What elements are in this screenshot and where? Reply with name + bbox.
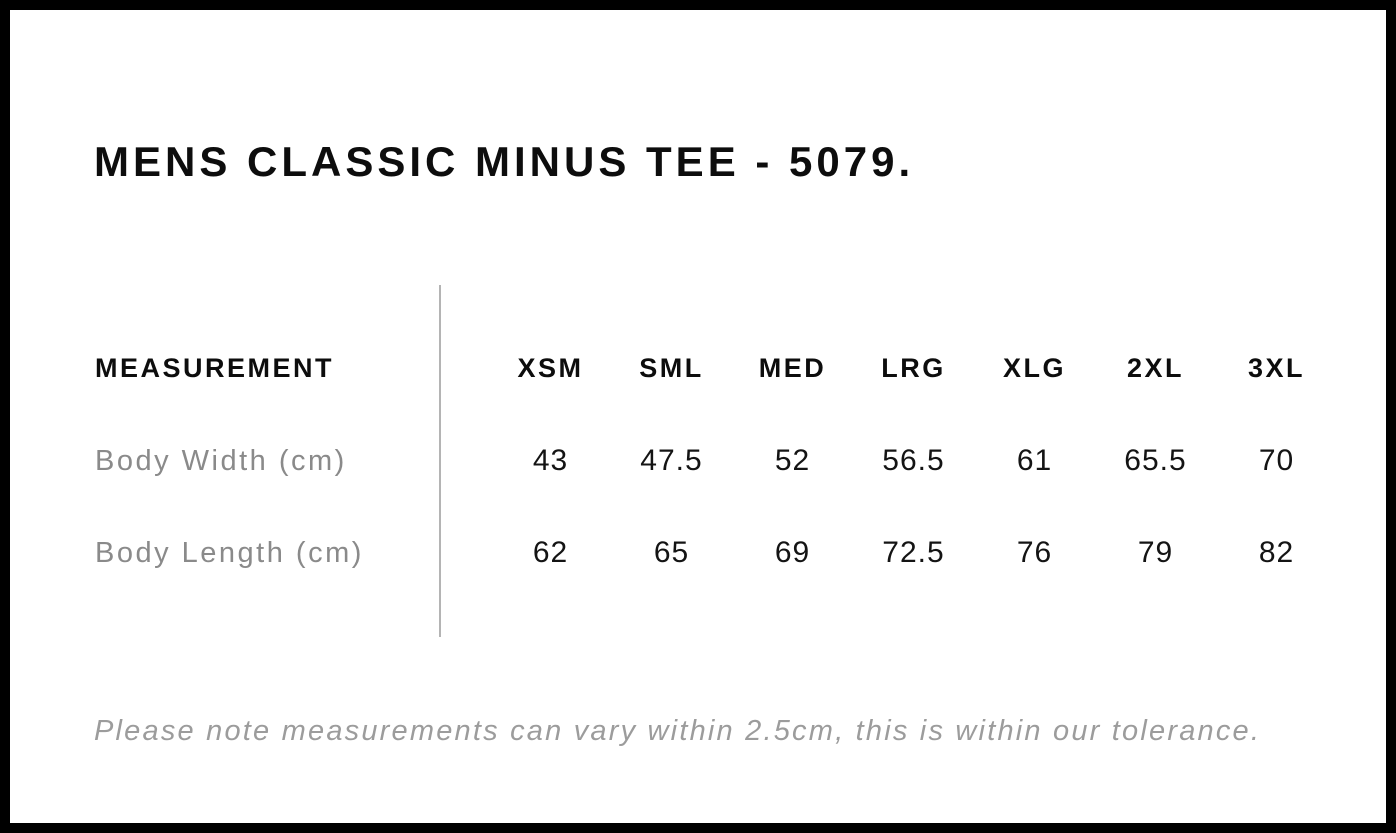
page-title: MENS CLASSIC MINUS TEE - 5079. [94, 138, 915, 186]
row-label-body-width: Body Width (cm) [95, 445, 347, 477]
tolerance-note: Please note measurements can vary within 2.5cm, this is within our tolerance. [94, 715, 1262, 747]
body-width-xlg-value: 61 [1016, 444, 1053, 477]
body-width-lrg-value: 56.5 [882, 444, 945, 477]
size-header-med: MED [758, 353, 827, 383]
row-label-body-length: Body Length (cm) [95, 537, 364, 569]
size-header-lrg: LRG [881, 353, 946, 383]
body-width-2xl-value: 65.5 [1124, 444, 1187, 477]
table-row-body-length [95, 537, 1337, 569]
row-values-body-width [440, 445, 1337, 477]
size-chart-header-row [95, 352, 1337, 384]
body-width-xsm-value: 43 [532, 444, 569, 477]
size-header-group [440, 352, 1337, 384]
size-header-3xl: 3XL [1247, 353, 1306, 383]
body-length-med-value: 69 [774, 536, 811, 569]
body-width-med-value: 52 [774, 444, 811, 477]
size-header-xlg: XLG [1002, 353, 1066, 383]
size-header-2xl: 2XL [1126, 353, 1185, 383]
body-length-xlg-value: 76 [1016, 536, 1053, 569]
body-length-xsm-value: 62 [532, 536, 569, 569]
body-length-lrg-value: 72.5 [882, 536, 945, 569]
measurement-column-header: MEASUREMENT [95, 353, 335, 383]
row-values-body-length [440, 537, 1337, 569]
body-length-2xl-value: 79 [1137, 536, 1174, 569]
size-header-xsm: XSM [517, 353, 584, 383]
body-width-sml-value: 47.5 [640, 444, 703, 477]
size-header-sml: SML [639, 353, 704, 383]
body-length-sml-value: 65 [653, 536, 690, 569]
body-length-3xl-value: 82 [1258, 536, 1295, 569]
table-row-body-width [95, 445, 1337, 477]
body-width-3xl-value: 70 [1258, 444, 1295, 477]
